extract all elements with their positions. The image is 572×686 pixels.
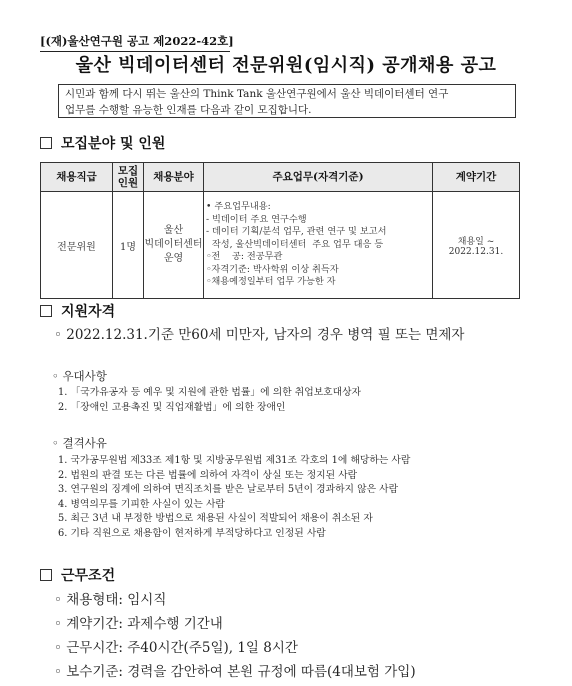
list-item: 1. 국가공무원법 제33조 제1항 및 지방공무원법 제31조 각호의 1에 해당하는 사람 xyxy=(58,455,411,466)
section-conditions-label: 근무조건 xyxy=(61,568,116,584)
section-recruitment-label: 모집분야 및 인원 xyxy=(61,136,166,152)
section-conditions xyxy=(40,567,115,585)
duty-line: ◦자격기준: 박사학위 이상 취득자 xyxy=(206,263,339,275)
header-period: 계약기간 xyxy=(433,163,520,192)
disqualification-list xyxy=(58,454,410,541)
duty-line: - 빅데이터 주요 연구수행 xyxy=(206,213,307,225)
header-duties: 주요업무(자격기준) xyxy=(204,163,433,192)
preference-list xyxy=(58,386,361,415)
square-bullet-icon xyxy=(40,569,52,581)
notice-number: [(재)울산연구원 공고 제2022-42호] xyxy=(40,31,230,52)
qualification-list xyxy=(54,323,464,347)
page-title: 울산 빅데이터센터 전문위원(임시직) 공개채용 공고 xyxy=(75,55,497,76)
square-bullet-icon xyxy=(40,137,52,149)
header-count: 모집인원 xyxy=(113,163,144,192)
list-item: 3. 연구원의 징계에 의하여 면직조치를 받은 날로부터 5년이 경과하지 않은 사람 xyxy=(58,484,399,495)
section-qualification-label: 지원자격 xyxy=(61,304,116,320)
section-qualification xyxy=(40,303,115,321)
duty-line: ◦채용예정일부터 업무 가능한 자 xyxy=(206,276,336,288)
duty-line: • 주요업무내용: xyxy=(206,201,271,213)
list-item: ◦ 계약기간: 과제수행 기간내 xyxy=(54,616,223,632)
intro-line-2: 업무를 수행할 유능한 인재를 다음과 같이 모집합니다. xyxy=(65,104,312,116)
list-item: 2. 「장애인 고용촉진 및 직업재활법」에 의한 장애인 xyxy=(58,401,286,413)
header-field: 채용분야 xyxy=(144,163,204,192)
conditions-list xyxy=(54,588,416,684)
list-item: 2. 법원의 판결 또는 다른 법률에 의하여 자격이 상실 또는 정지된 사람 xyxy=(58,469,358,481)
list-item: 5. 최근 3년 내 부정한 방법으로 채용된 사실이 적발되어 채용이 취소된 자 xyxy=(58,513,373,524)
recruitment-table xyxy=(40,162,520,299)
list-item: ◦ 채용형태: 임시직 xyxy=(54,592,167,608)
duty-line: 작성, 울산빅데이터센터 주요 업무 대응 등 xyxy=(206,238,384,250)
cell-position: 전문위원 xyxy=(41,192,113,299)
table-row xyxy=(41,192,520,299)
list-item: 1. 「국가유공자 등 예우 및 지원에 관한 법률」에 의한 취업보호대상자 xyxy=(58,387,362,398)
list-item: ◦ 보수기준: 경력을 감안하여 본원 규정에 따름(4대보험 가입) xyxy=(54,664,416,680)
intro-box xyxy=(58,84,516,118)
header-position: 채용직급 xyxy=(41,163,113,192)
field-line: 운영 xyxy=(163,253,184,264)
cell-duties xyxy=(204,192,433,299)
list-item: 6. 기타 직원으로 채용함이 현저하게 부적당하다고 인정된 사람 xyxy=(58,527,326,539)
list-item: ◦ 근무시간: 주40시간(주5일), 1일 8시간 xyxy=(54,640,298,656)
list-item: 4. 병역의무를 기피한 사실이 있는 사람 xyxy=(58,498,225,510)
cell-period: 채용일 ~ 2022.12.31. xyxy=(433,192,520,299)
disqualification-label: ◦ 결격사유 xyxy=(52,436,107,450)
cell-count: 1명 xyxy=(113,192,144,299)
section-recruitment xyxy=(40,135,165,153)
qualification-main: ◦ 2022.12.31.기준 만60세 미만자, 남자의 경우 병역 필 또는 면제자 xyxy=(54,327,465,343)
cell-field xyxy=(144,192,204,299)
preference-label: ◦ 우대사항 xyxy=(52,369,107,383)
field-line: 울산 xyxy=(163,225,184,236)
duty-line: ◦전 공: 전공무관 xyxy=(206,251,283,263)
duty-line: - 데이터 기획/분석 업무, 관련 연구 및 보고서 xyxy=(206,226,387,238)
intro-line-1: 시민과 함께 다시 뛰는 울산의 Think Tank 울산연구원에서 울산 빅데이터센터 연구 xyxy=(65,88,449,100)
square-bullet-icon xyxy=(40,305,52,317)
field-line: 빅데이터센터 xyxy=(144,239,203,250)
table-header-row xyxy=(41,163,520,192)
